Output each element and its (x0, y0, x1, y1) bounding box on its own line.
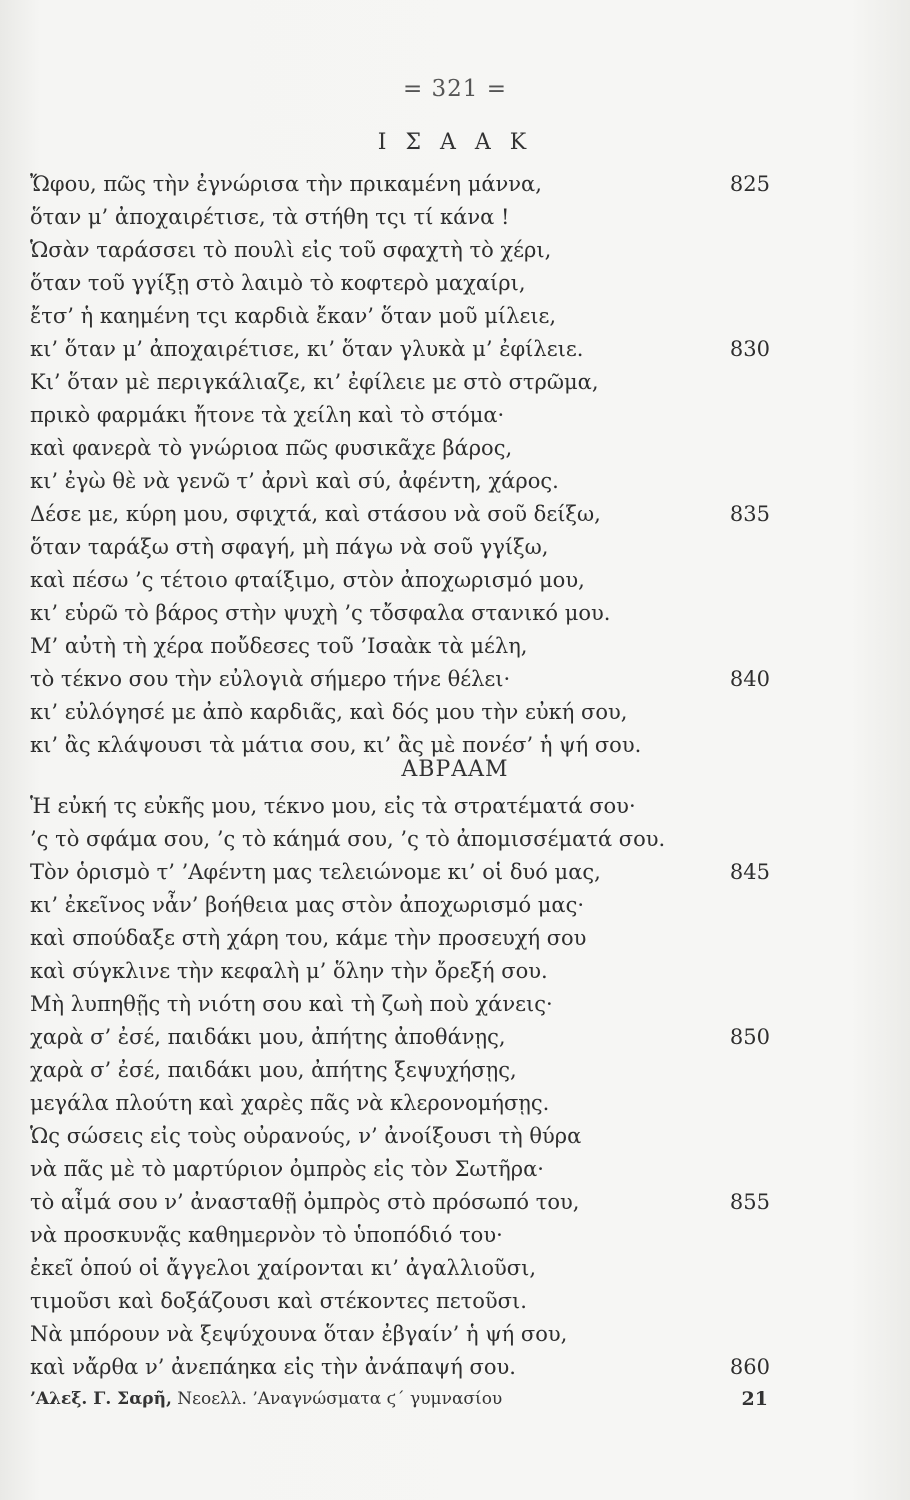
verse-line: ’ς τὸ σφάμα σου, ’ς τὸ κάημά σου, ’ς τὸ ἀπομισσέματά σου. (30, 827, 666, 851)
footer-author: ’Αλεξ. Γ. Σαρῆ, (30, 1389, 172, 1409)
verse-line: μεγάλα πλούτη καὶ χαρὲς πᾶς νὰ κλερονομήσῃς. (30, 1091, 550, 1115)
verse-line: καὶ φανερὰ τὸ γνώριοα πῶς φυσικᾶχε βάρος, (30, 436, 513, 460)
verse-line: Ὡσὰν ταράσσει τὸ πουλὶ εἰς τοῦ σφαχτὴ τὸ χέρι, (30, 238, 552, 262)
footer-signature-number: 21 (741, 1388, 768, 1410)
verse-line-number: 850 (729, 1025, 770, 1049)
verse-line: Νὰ μπόρουν νὰ ξεψύχουνα ὅταν ἐβγαίν’ ἡ ψή σου, (30, 1322, 568, 1346)
verse-line-number: 860 (729, 1355, 770, 1379)
verse-line: Ὡς σώσεις εἰς τοὺς οὐρανούς, ν’ ἀνοίξουσι τὴ θύρα (30, 1124, 582, 1148)
verse-line-number: 830 (729, 337, 770, 361)
verse-line: νὰ πᾶς μὲ τὸ μαρτύριον ὀμπρὸς εἰς τὸν Σωτῆρα· (30, 1157, 544, 1181)
verse-line: Ὤφου, πῶς τὴν ἐγνώρισα τὴν πρικαμένη μάννα, (30, 172, 542, 196)
page-footer (30, 1384, 830, 1414)
page-number-header: = 321 = (402, 76, 508, 102)
verse-line: Ἡ εὐκή τς εὐκῆς μου, τέκνο μου, εἰς τὰ στρατέματά σου· (30, 794, 636, 818)
verse-line: ὅταν μ’ ἀποχαιρέτισε, τὰ στήθη τςι τί κάνα ! (30, 205, 510, 229)
verse-line: Τὸν ὁρισμὸ τ’ ’Αφέντη μας τελειώνομε κι’ οἱ δυό μας, (30, 860, 601, 884)
verse-line: Δέσε με, κύρη μου, σφιχτά, καὶ στάσου νὰ σοῦ δείξω, (30, 502, 601, 526)
verse-line: τὸ τέκνο σου τὴν εὐλογιὰ σήμερο τήνε θέλει· (30, 667, 511, 691)
verse-line: κι’ ἐκεῖνος νἆν’ βοήθεια μας στὸν ἀποχωρισμό μας· (30, 893, 585, 917)
verse-line: ἔτσ’ ἡ καημένη τςι καρδιὰ ἔκαν’ ὅταν μοῦ μίλειε, (30, 304, 557, 328)
verse-line: ὅταν τοῦ γγίξῃ στὸ λαιμὸ τὸ κοφτερὸ μαχαίρι, (30, 271, 526, 295)
verse-line-number: 825 (729, 172, 770, 196)
verse-line-number: 845 (729, 860, 770, 884)
verse-line: χαρὰ σ’ ἐσέ, παιδάκι μου, ἀπήτης ἀποθάνῃς, (30, 1025, 506, 1049)
verse-line: νὰ προσκυνᾷς καθημερνὸν τὸ ὑποπόδιό του· (30, 1223, 503, 1247)
verse-line: κι’ ἂς κλάψουσι τὰ μάτια σου, κι’ ἂς μὲ πονέσ’ ἡ ψή σου. (30, 733, 642, 757)
verse-line: κι’ εὑρῶ τὸ βάρος στὴν ψυχὴ ’ς τὄσφαλα στανικό μου. (30, 601, 611, 625)
verse-line: ὅταν ταράξω στὴ σφαγή, μὴ πάγω νὰ σοῦ γγίξω, (30, 535, 549, 559)
speaker-title-isaak: Ι Σ Α Α Κ (377, 130, 533, 155)
verse-line: Μ’ αὐτὴ τὴ χέρα ποὔδεσες τοῦ ’Ισαὰκ τὰ μέλη, (30, 634, 528, 658)
verse-line: κι’ ὅταν μ’ ἀποχαιρέτισε, κι’ ὅταν γλυκὰ μ’ ἐφίλειε. (30, 337, 584, 361)
verse-line: πρικὸ φαρμάκι ἤτονε τὰ χείλη καὶ τὸ στόμα· (30, 403, 505, 427)
verse-line: Κι’ ὅταν μὲ περιγκάλιαζε, κι’ ἐφίλειε με στὸ στρῶμα, (30, 370, 599, 394)
verse-line: καὶ σπούδαξε στὴ χάρη του, κάμε τὴν προσευχή σου (30, 926, 587, 950)
speaker-title-avraam: ΑΒΡΑΑΜ (401, 757, 509, 782)
verse-line: Μὴ λυπηθῇς τὴ νιότη σου καὶ τὴ ζωὴ ποὺ χάνεις· (30, 992, 553, 1016)
verse-line-number: 835 (729, 502, 770, 526)
verse-line: κι’ εὐλόγησέ με ἀπὸ καρδιᾶς, καὶ δός μου τὴν εὐκή σου, (30, 700, 628, 724)
footer-book-title: Νεοελλ. ’Αναγνώσματα ϛ΄ γυμνασίου (177, 1389, 503, 1409)
verse-line-number: 840 (729, 667, 770, 691)
verse-line: κι’ ἐγὼ θὲ νὰ γενῶ τ’ ἀρνὶ καὶ σύ, ἀφέντη, χάρος. (30, 469, 559, 493)
verse-line: καὶ πέσω ’ς τέτοιο φταίξιμο, στὸν ἀποχωρισμό μου, (30, 568, 585, 592)
verse-line: χαρὰ σ’ ἐσέ, παιδάκι μου, ἀπήτης ξεψυχήσῃς, (30, 1058, 517, 1082)
verse-line: ἐκεῖ ὁπού οἱ ἄγγελοι χαίρονται κι’ ἀγαλλιοῦσι, (30, 1256, 537, 1280)
verse-line: τιμοῦσι καὶ δοξάζουσι καὶ στέκοντες πετοῦσι. (30, 1289, 527, 1313)
verse-line-number: 855 (729, 1190, 770, 1214)
verse-line: καὶ νἄρθα ν’ ἀνεπάηκα εἰς τὴν ἀνάπαψή σου. (30, 1355, 516, 1379)
verse-line: τὸ αἶμά σου ν’ ἀνασταθῇ ὀμπρὸς στὸ πρόσωπό του, (30, 1190, 580, 1214)
verse-line: καὶ σύγκλινε τὴν κεφαλὴ μ’ ὅλην τὴν ὄρεξή σου. (30, 959, 548, 983)
